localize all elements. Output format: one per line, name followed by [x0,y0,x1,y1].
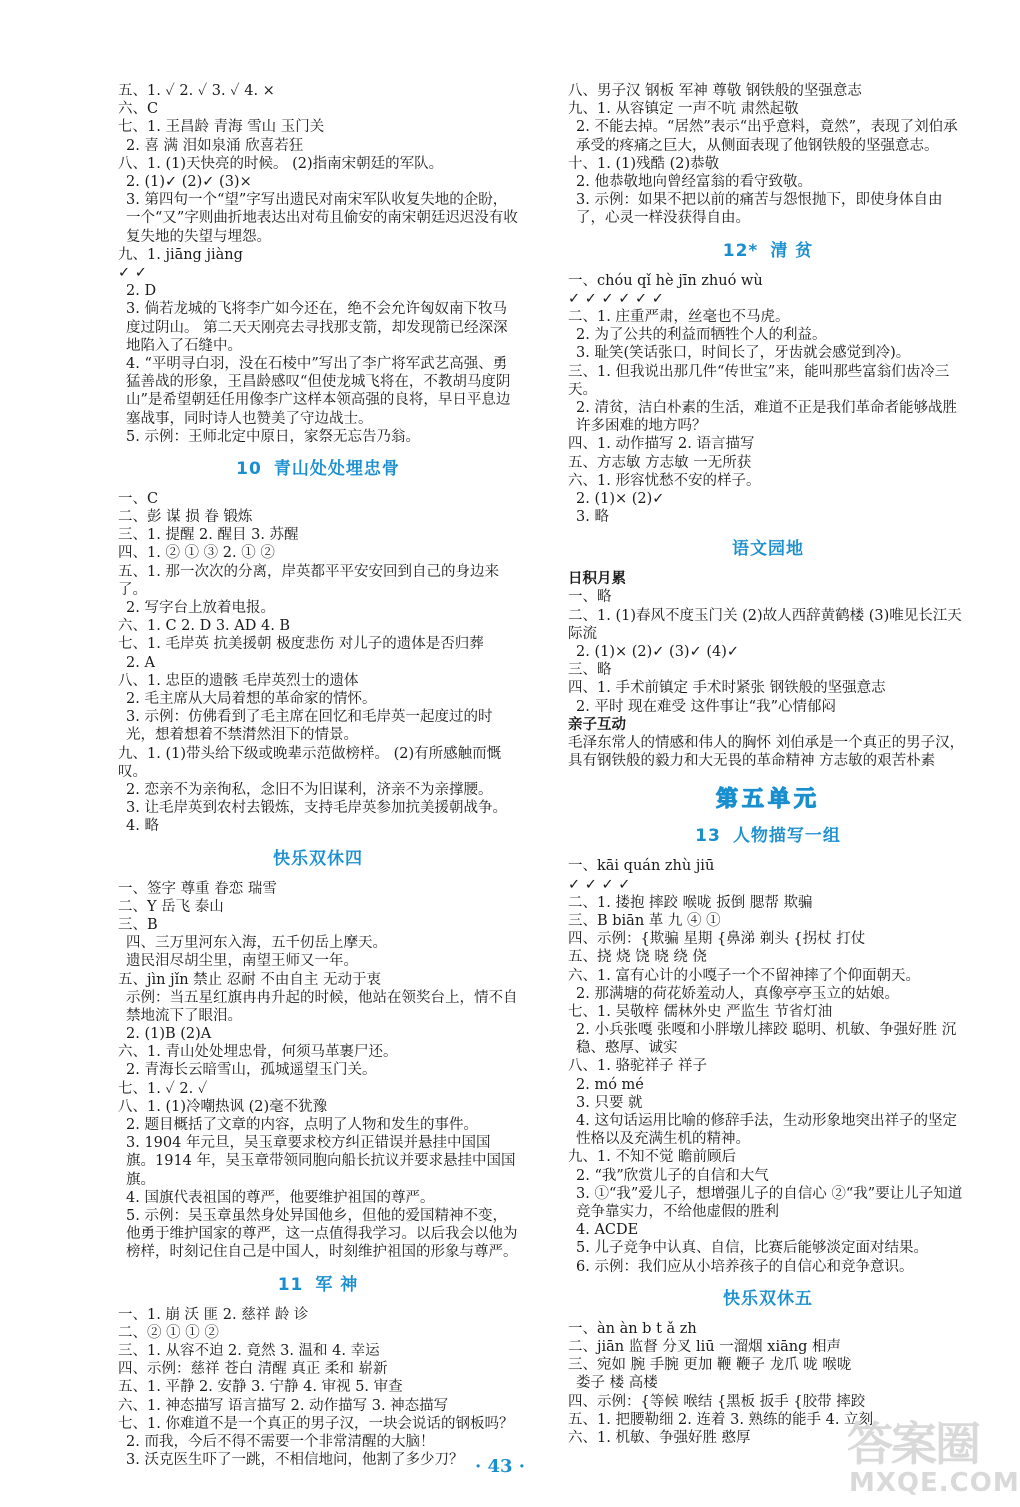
section-title: 青山处处埋忠骨 [273,458,400,479]
answer-line: 3. ①“我”爱儿子，想增强儿子的自信心 ②“我”要让儿子知道竞争靠实力，不给他虚假的胜利 [576,1185,963,1221]
answer-line: 2. 喜 满 泪如泉涌 欣喜若狂 [126,137,304,154]
answer-line: 二、1. 庄重严肃，丝毫也不马虎。 [568,308,790,325]
answer-line: 2. 小兵张嘎 张嘎和小胖墩儿摔跤 聪明、机敏、争强好胜 沉稳、憨厚、诚实 [576,1022,957,1057]
answer-line: 2. 为了公共的利益而牺牲个人的利益。 [576,327,827,344]
answer-line: 八、1. (1)冷嘲热讽 (2)毫不犹豫 [118,1098,328,1115]
section-title: 人物描写一组 [732,826,841,847]
answer-line: 6. 示例：我们应从小培养孩子的自信心和竞争意识。 [576,1258,914,1275]
answer-line: 一、1. 崩 沃 匪 2. 慈祥 龄 诊 [118,1306,309,1323]
answer-line: 五、1. 那一次次的分离，岸英都平平安安回到自己的身边来了。 [118,563,499,598]
answer-line: 4. ACDE [576,1222,639,1239]
section-title: 语文园地 [732,539,804,560]
answer-line: 七、1. 你难道不是一个真正的男子汉，一块会说话的钢板吗？ [118,1415,514,1432]
answer-line: 七、1. 王昌龄 青海 雪山 玉门关 [118,119,325,136]
answer-line: 四、示例：慈祥 苍白 清醒 真正 柔和 崭新 [118,1361,388,1378]
answer-line: 2. 平时 现在难受 这件事让“我”心情郁闷 [576,698,836,715]
section-number: 10 [236,458,262,479]
section-heading [118,847,518,871]
answer-line: 毛泽东常人的情感和伟人的胸怀 刘伯承是一个真正的男子汉，具有钢铁般的毅力和大无畏的革命精神 方志敏的艰苦朴素 [568,734,965,770]
subsection-label: 日积月累 [568,570,626,588]
answer-line: 4. 略 [126,818,159,835]
answer-line: 2. “我”欣赏儿子的自信和大气 [576,1167,769,1184]
answer-line: 2. (1)× (2)✓ [576,490,665,507]
answer-line: 一、kāi quán zhù jiū [568,858,715,875]
section-number: 12* [722,240,759,261]
right-column [568,82,968,1447]
answer-line: 二、② ① ① ② [118,1324,219,1341]
answer-line: 2. 青海长云暗雪山，孤城遥望玉门关。 [126,1062,377,1079]
answer-line: 九、1. 从容镇定 一声不吭 肃然起敬 [568,101,799,118]
answer-line: 二、jiān 监督 分叉 liū 一溜烟 xiāng 相声 [568,1338,841,1355]
answer-line: 一、àn àn b t ǎ zh [568,1320,697,1337]
answer-line: 3. 沃克医生吓了一跳，不相信地问，他割了多少刀？ [126,1452,464,1469]
answer-line: 2. 而我，今后不得不需要一个非常清醒的大脑！ [126,1433,435,1450]
answer-line: 3. 示例：仿佛看到了毛主席在回忆和毛岸英一起度过的时光，想着想着不禁潸然泪下的情景。 [126,709,493,744]
answer-line: 3. 第四句一个“望”字写出遗民对南宋军队收复失地的企盼，一个“又”字则曲折地表达出对苟且偷安的南宋朝廷迟迟没有收复失地的失望与埋怨。 [126,192,518,245]
answer-line: 2. 不能去掉。“居然”表示“出乎意料，竟然”，表现了刘伯承承受的疼痛之巨大，从侧面表现了他钢铁般的坚强意志。 [576,119,958,154]
answer-line: 四、示例：{欺骗 星期 {鼻涕 剃头 {拐杖 打仗 [568,931,866,948]
answer-line: 2. 毛主席从大局着想的革命家的情怀。 [126,691,377,708]
section-heading [118,1273,518,1297]
answer-line: 九、1. 不知不觉 瞻前顾后 [568,1149,737,1166]
section-heading [568,239,968,263]
answer-line: 五、1. ✓ 2. ✓ 3. ✓ 4. × [118,83,275,99]
answer-line: 六、1. C 2. D 3. AD 4. B [118,618,291,635]
section-title: 清 贫 [770,240,814,261]
answer-line: 九、1. (1)带头给下级或晚辈示范做榜样。 (2)有所感触而慨叹。 [118,745,502,780]
answer-line: 八、男子汉 钢板 军神 尊敬 钢铁般的坚强意志 [568,83,862,99]
answer-line: 3. 倘若龙城的飞将李广如今还在，绝不会允许匈奴南下牧马度过阴山。 第二天天刚亮去寻找那支箭，却发现箭已经深深地陷入了石缝中。 [126,301,508,354]
answer-line: 五、方志敏 方志敏 一无所获 [568,454,752,471]
section-number: 11 [277,1274,304,1295]
answer-line: 2. A [126,654,155,671]
answer-line: 五、挠 烧 饶 晓 绕 侥 [568,949,708,966]
answer-line: ✓ ✓ ✓ ✓ ✓ ✓ [568,290,664,307]
answer-line: 3. 让毛岸英到农村去锻炼，支持毛岸英参加抗美援朝战争。 [126,800,507,817]
section-heading [118,457,518,481]
answer-line: 五、1. 平静 2. 安静 3. 宁静 4. 审视 5. 审查 [118,1379,403,1396]
answer-line: 一、chóu qǐ hè jīn zhuó wù [568,272,763,289]
unit-title: 第五单元 [715,787,820,813]
answer-line: 2. 写字台上放着电报。 [126,600,275,617]
answer-line: 2. (1)B (2)A [126,1026,212,1043]
page-number: · 43 · [474,1456,526,1477]
answer-line: 二、1. 搂抱 摔跤 喉咙 扳倒 腮帮 欺骗 [568,894,813,911]
answer-line: 三、1. 从容不迫 2. 竟然 3. 温和 4. 幸运 [118,1343,380,1360]
answer-line: 4. 这句话运用比喻的修辞手法，生动形象地突出祥子的坚定性格以及充满生机的精神。 [576,1113,957,1148]
section-title: 军 神 [315,1274,359,1295]
answer-line: 六、1. 机敏、争强好胜 憨厚 [568,1429,751,1446]
left-column [118,82,518,1469]
answer-line: 七、1. 毛岸英 抗美援朝 极度悲伤 对儿子的遗体是否归葬 [118,636,484,653]
answer-line: 一、略 [568,589,612,606]
answer-line: 七、1. ✓ 2. ✓ [118,1080,208,1097]
answer-line: 2. D [126,283,157,300]
watermark-bottom: MXQE.COM [849,1468,1020,1498]
answer-line: 六、1. 形容忧愁不安的样子。 [568,472,761,489]
answer-line: 3. 耻笑(笑话张口，时间长了，牙齿就会感觉到冷)。 [576,345,911,362]
subsection-label: 亲子互动 [568,715,626,733]
answer-line: 二、彭 谋 损 眷 锻炼 [118,509,253,526]
section-heading [568,537,968,561]
answer-line: 5. 儿子竞争中认真、自信，比赛后能够淡定面对结果。 [576,1240,928,1257]
section-number: 13 [695,826,721,847]
answer-line: 六、C [118,101,159,118]
answer-line: 2. 那满塘的荷花娇羞动人，真像亭亭玉立的姑娘。 [576,985,899,1002]
answer-line: 九、1. jiāng jiàng [118,246,243,263]
answer-line: 八、1. 忠臣的遗骸 毛岸英烈士的遗体 [118,672,359,689]
watermark-logo [835,1408,1020,1507]
section-heading [568,824,968,848]
answer-line: 三、1. 提醒 2. 醒目 3. 苏醒 [118,527,299,544]
answer-line: 七、1. 吴敬梓 儒林外史 严监生 节省灯油 [568,1003,833,1020]
answer-line: 四、1. 动作描写 2. 语言描写 [568,436,755,453]
answer-line: 2. 他恭敬地向曾经富翁的看守致敬。 [576,173,812,190]
answer-line: 3. 略 [576,509,609,526]
answer-line: 3. 只要 就 [576,1094,643,1111]
answer-line: 六、1. 富有心计的小嘎子一个不留神摔了个仰面朝天。 [568,967,920,984]
answer-line: 四、1. ② ① ③ 2. ① ② [118,545,275,562]
answer-line: 2. 清贫，洁白朴素的生活，难道不正是我们革命者能够战胜许多困难的地方吗？ [576,399,957,435]
answer-line: 4. 国旗代表祖国的尊严，他要维护祖国的尊严。 [126,1189,435,1206]
answer-line: 5. 示例：王师北定中原日，家祭无忘告乃翁。 [126,428,420,445]
answer-line: ✓ ✓ [118,264,147,281]
answer-line: 三、B biān 革 九 ④ ① [568,912,721,929]
answer-line: 四、1. 手术前镇定 手术时紧张 钢铁般的坚强意志 [568,680,886,697]
answer-line: 示例：当五星红旗冉冉升起的时候，他站在领奖台上，情不自禁地流下了眼泪。 [126,989,518,1024]
answer-line: 二、Y 岳飞 泰山 [118,898,224,915]
answer-line: 2. 恋亲不为亲徇私，念旧不为旧谋利，济亲不为亲撑腰。 [126,782,493,799]
answer-line: 八、1. 骆驼祥子 祥子 [568,1058,708,1075]
answer-line: 二、1. (1)春风不度玉门关 (2)故人西辞黄鹤楼 (3)唯见长江天际流 [568,607,962,642]
answer-line: ✓ ✓ ✓ ✓ [568,876,631,893]
answer-line: 一、C [118,490,159,507]
answer-line: 5. 示例：吴玉章虽然身处异国他乡，但他的爱国精神不变，他勇于维护国家的尊严，这一点值得我学习。以后我会以他为榜样，时刻记住自己是中国人，时刻维护祖国的形象与尊严。 [126,1208,518,1261]
answer-line: 3. 1904 年元旦，吴玉章要求校方纠正错误并悬挂中国国旗。1914 年，吴玉章带领同胞向船长抗议并要求悬挂中国国旗。 [126,1135,516,1188]
answer-line: 五、1. 把腰勒细 2. 连着 3. 熟练的能手 4. 立刻 [568,1411,874,1428]
answer-line: 三、B [118,916,158,933]
watermark-top: 答案圈 [847,1417,979,1471]
answer-line: 十、1. (1)残酷 (2)恭敬 [568,155,720,172]
answer-line: 一、签字 尊重 眷恋 瑞雪 [118,880,277,897]
section-title: 快乐双休五 [723,1288,813,1309]
answer-line: 2. mó mé [576,1076,644,1093]
section-title: 快乐双休四 [273,848,363,869]
answer-line: 四、三万里河东入海，五千仞岳上摩天。 [126,935,387,952]
answer-line: 2. (1)✓ (2)✓ (3)× [126,173,252,190]
answer-line: 五、jìn jǐn 禁止 忍耐 不由自主 无动于衷 [118,971,381,988]
answer-line: 六、1. 青山处处埋忠骨，何须马革裹尸还。 [118,1044,398,1061]
unit-heading [568,782,968,813]
answer-line: 三、宛如 腕 手腕 更加 鞭 鞭子 龙爪 咙 喉咙 [568,1357,852,1374]
answer-line: 四、示例：{等候 喉结 {黑板 扳手 {胶带 摔跤 [568,1393,866,1410]
answer-line: 三、略 [568,662,612,679]
answer-line: 八、1. (1)天快亮的时候。 (2)指南宋朝廷的军队。 [118,155,444,172]
answer-line: 遗民泪尽胡尘里，南望王师又一年。 [126,953,358,970]
answer-line: 3. 示例：如果不把以前的痛苦与怨恨抛下，即使身体自由了，心灵一样没获得自由。 [576,192,943,227]
answer-line: 2. 题目概括了文章的内容，点明了人物和发生的事件。 [126,1117,478,1134]
answer-line: 娄子 楼 高楼 [576,1375,658,1392]
answer-line: 4. “平明寻白羽，没在石棱中”写出了李广将军武艺高强、勇猛善战的形象，王昌龄感叹“但使龙城飞将在，不教胡马度阴山”是希望朝廷任用像李广这样本领高强的良将，早日平息边塞战事，同时诗人也赞美了守边战士。 [126,355,511,427]
section-heading [568,1287,968,1311]
answer-line: 六、1. 神态描写 语言描写 2. 动作描写 3. 神态描写 [118,1397,449,1414]
answer-line: 2. (1)× (2)✓ (3)✓ (4)✓ [576,644,740,661]
answer-line: 三、1. 但我说出那几件“传世宝”来，能叫那些富翁们齿冷三天。 [568,363,950,398]
